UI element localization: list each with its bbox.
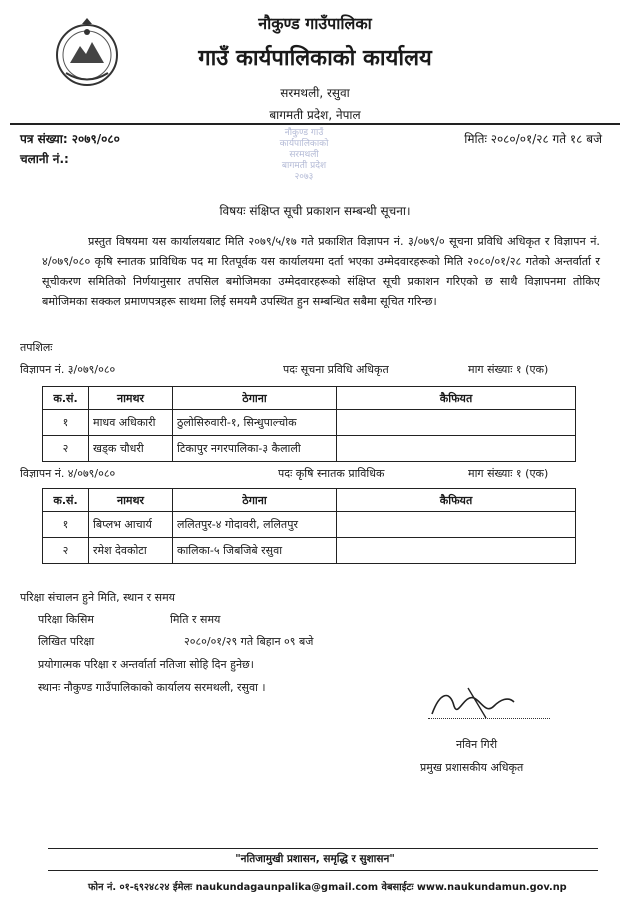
subject-line: विषयः संक्षिप्त सूची प्रकाशन सम्बन्धी सूचना।	[219, 204, 411, 218]
footer-contact	[88, 880, 567, 893]
office-name: गाउँ कार्यपालिकाको कार्यालय	[198, 46, 432, 71]
exam-venue: स्थानः नौकुण्ड गाउँपालिकाको कार्यालय सरमथली, रसुवा ।	[38, 681, 266, 694]
practical-exam-note: प्रयोगात्मक परिक्षा र अन्तर्वार्ता नतिजा सोहि दिन हुनेछ।	[38, 658, 254, 671]
col-address: ठेगाना	[173, 489, 337, 512]
col-remarks: कैफियत	[337, 489, 576, 512]
table-row	[43, 410, 576, 436]
cell-sn: २	[43, 538, 89, 564]
ad-2-table	[42, 488, 576, 564]
table-header-row	[43, 489, 576, 512]
footer-email[interactable]: naukundagaunpalika@gmail.com	[195, 882, 379, 893]
table-header-row	[43, 387, 576, 410]
cell-name: माधव अधिकारी	[89, 410, 173, 436]
exam-col-type: परिक्षा किसिम	[38, 613, 94, 626]
exam-col-datetime: मिति र समय	[170, 613, 221, 626]
tapasil-label: तपशिलः	[20, 341, 53, 354]
ad-1-post: पदः सूचना प्रविधि अधिकृत	[283, 363, 389, 376]
table-row	[43, 538, 576, 564]
cell-name: रमेश देवकोटा	[89, 538, 173, 564]
address-line-1: सरमथली, रसुवा	[280, 86, 350, 100]
ad-2-number: विज्ञापन नं. ४/०७९/०८०	[20, 467, 116, 480]
ad-1-number: विज्ञापन नं. ३/०७९/०८०	[20, 363, 116, 376]
letter-number: पत्र संख्या: २०७९/०८०	[20, 132, 120, 146]
signatory-name: नविन गिरी	[456, 738, 498, 751]
cell-sn: १	[43, 410, 89, 436]
footer-email-label: ईमेलः	[172, 882, 193, 893]
letter-date: मितिः २०८०/०१/२८ गते १८ बजे	[464, 132, 602, 146]
footer-phone: फोन नं. ०१-६९२४८२४	[88, 882, 170, 893]
cell-address: ठुलोसिरुवारी-१, सिन्धुपाल्चोक	[173, 410, 337, 436]
footer-website[interactable]: www.naukundamun.gov.np	[416, 882, 567, 893]
col-name: नामथर	[89, 387, 173, 410]
office-stamp: नौकुण्ड गाउँ कार्यपालिकाको सरमथली बागमती प्रदेश २०७३	[279, 128, 329, 182]
ad-2-post: पदः कृषि स्नातक प्राविधिक	[278, 467, 385, 480]
col-address: ठेगाना	[173, 387, 337, 410]
cell-remarks	[337, 512, 576, 538]
header-divider	[10, 123, 620, 125]
municipality-name: नौकुण्ड गाउँपालिका	[258, 14, 372, 33]
cell-remarks	[337, 410, 576, 436]
col-remarks: कैफियत	[337, 387, 576, 410]
signature-line	[428, 718, 550, 719]
body-paragraph: प्रस्तुत विषयमा यस कार्यालयबाट मिति २०७९/५/१७ गते प्रकाशित विज्ञापन नं. ३/०७९/० सूचना प्रविधि अधिकृत र विज्ञापन नं. ४/०७९/०८० कृषि स्नातक प्राविधिक पद मा रितपूर्वक यस कार्यालयमा दर्ता भएका उम्मेदवारहरूको मिति २०८०/०१/२८ गतेको अन्तर्वार्ता र सूचीकरण समितिको निर्णयानुसार तपसिल बमोजिमका उम्मेदवारहरूको संक्षिप्त सूची प्रकाशन गरिएको छ साथै विज्ञापनमा तोकिए बमोजिमका सक्कल प्रमाणपत्रहरू साथमा लिई समयमै उपस्थित हुन सम्बन्धित सबैमा सूचित गरिन्छ।	[42, 235, 600, 308]
table-row	[43, 436, 576, 462]
footer-divider-bottom	[48, 870, 598, 871]
cell-sn: २	[43, 436, 89, 462]
cell-sn: १	[43, 512, 89, 538]
cell-address: कालिका-५ जिबजिबे रसुवा	[173, 538, 337, 564]
col-name: नामथर	[89, 489, 173, 512]
cell-remarks	[337, 538, 576, 564]
written-exam-time: २०८०/०१/२९ गते बिहान ०९ बजे	[184, 635, 314, 648]
footer-web-label: वेबसाईटः	[381, 882, 414, 893]
cell-address: टिकापुर नगरपालिका-३ कैलाली	[173, 436, 337, 462]
ad-2-demand: माग संख्याः १ (एक)	[468, 467, 549, 480]
cell-name: खड्क चौधरी	[89, 436, 173, 462]
signatory-title: प्रमुख प्रशासकीय अधिकृत	[420, 761, 524, 774]
dispatch-number: चलानी नं.:	[20, 152, 69, 166]
footer-divider-top	[48, 848, 598, 849]
ad-1-demand: माग संख्याः १ (एक)	[468, 363, 549, 376]
ad-1-table	[42, 386, 576, 462]
written-exam-label: लिखित परिक्षा	[38, 635, 95, 648]
col-sn: क.सं.	[43, 387, 89, 410]
col-sn: क.सं.	[43, 489, 89, 512]
cell-remarks	[337, 436, 576, 462]
cell-address: ललितपुर-४ गोदावरी, ललितपुर	[173, 512, 337, 538]
address-line-2: बागमती प्रदेश, नेपाल	[269, 108, 361, 122]
footer-motto: "नतिजामुखी प्रशासन, समृद्धि र सुशासन"	[235, 853, 395, 865]
table-row	[43, 512, 576, 538]
exam-heading: परिक्षा संचालन हुने मिति, स्थान र समय	[20, 591, 176, 604]
cell-name: बिप्लभ आचार्य	[89, 512, 173, 538]
